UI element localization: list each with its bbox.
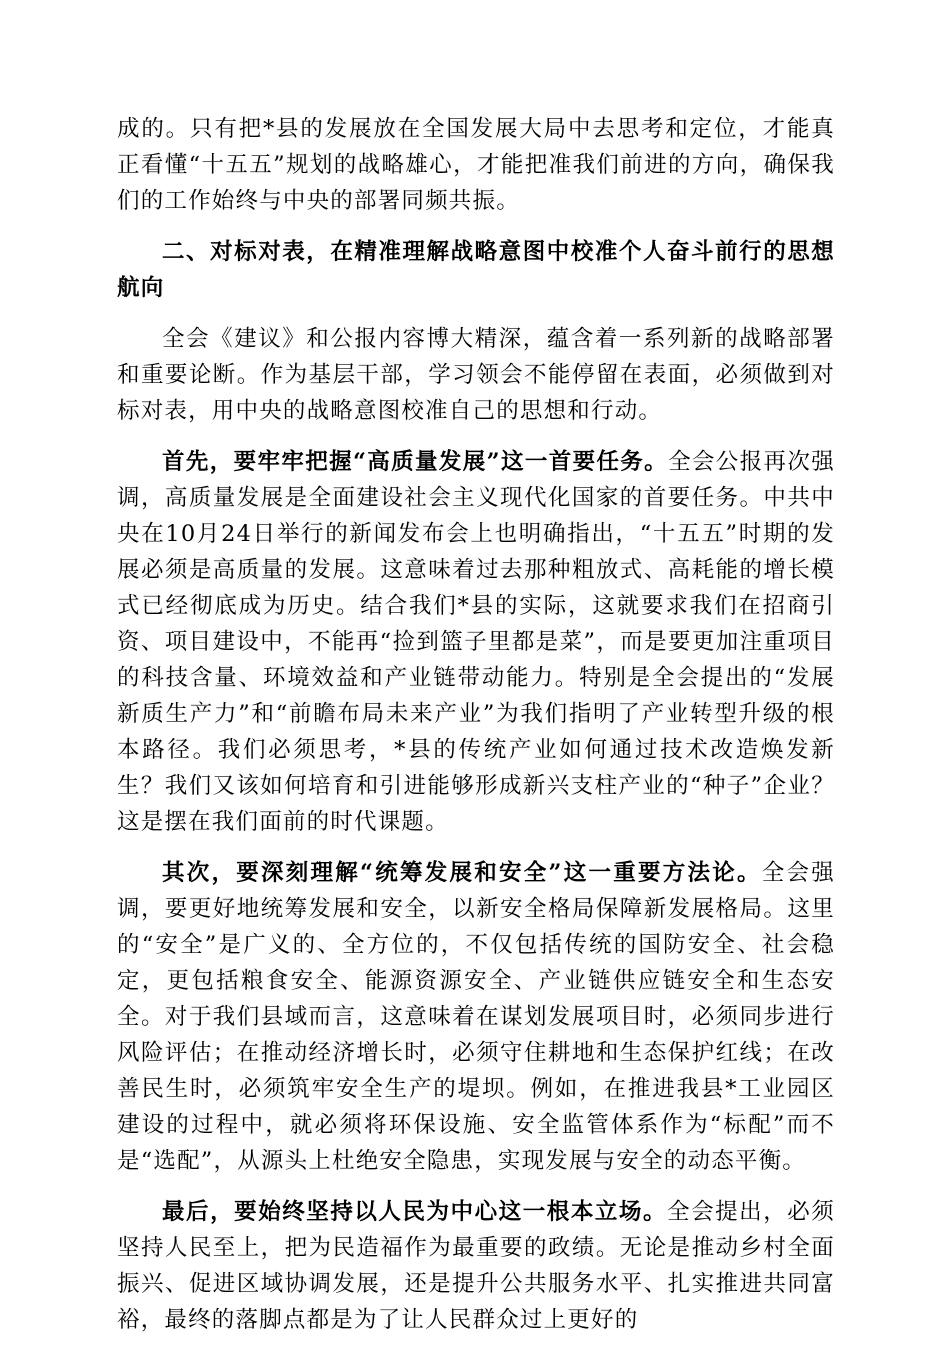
heading-text: 二、对标对表，在精准理解战略意图中校准个人奋斗前行的思想航向 (117, 239, 835, 301)
paragraph-text: 全会强调，要更好地统筹发展和安全，以新安全格局保障新发展格局。这里的“安全”是广义的、全方位的，不仅包括传统的国防安全、社会稳定，更包括粮食安全、能源资源安全、产业链供应链安全和生态安全。对于我们县域而言，这意味着在谋划发展项目时，必须同步进行风险评估；在推动经济增长时，必须守住耕地和生态保护红线；在改善民生时，必须筑牢安全生产的堤坝。例如，在推进我县*工业园区建设的过程中，就必须将环保设施、安全监管体系作为“标配”而不是“选配”，从源头上杜绝安全隐患，实现发展与安全的动态平衡。 (117, 860, 835, 1174)
paragraph-second-point (117, 855, 835, 1179)
paragraph-lead: 最后，要始终坚持以人民为中心这一根本立场。 (162, 1199, 668, 1225)
paragraph-text: 成的。只有把*县的发展放在全国发展大局中去思考和定位，才能真正看懂“十五五”规划的战略雄心，才能把准我们前进的方向，确保我们的工作始终与中央的部署同频共振。 (117, 116, 835, 214)
paragraph-text: 全会公报再次强调，高质量发展是全面建设社会主义现代化国家的首要任务。中共中央在10月24日举行的新闻发布会上也明确指出，“十五五”时期的发展必须是高质量的发展。这意味着过去那种粗放式、高耗能的增长模式已经彻底成为历史。结合我们*县的实际，这就要求我们在招商引资、项目建设中，不能再“捡到篮子里都是菜”，而是要更加注重项目的科技含量、环境效益和产业链带动能力。特别是全会提出的“发展新质生产力”和“前瞻布局未来产业”为我们指明了产业转型升级的根本路径。我们必须思考，*县的传统产业如何通过技术改造焕发新生？我们又该如何培育和引进能够形成新兴支柱产业的“种子”企业？这是摆在我们面前的时代课题。 (117, 449, 835, 835)
paragraph-continuation (117, 111, 835, 219)
paragraph-text: 全会《建议》和公报内容博大精深，蕴含着一系列新的战略部署和重要论断。作为基层干部，学习领会不能停留在表面，必须做到对标对表，用中央的战略意图校准自己的思想和行动。 (117, 326, 835, 424)
section-heading (117, 234, 835, 306)
paragraph-first-point (117, 444, 835, 840)
paragraph-lead: 首先，要牢牢把握“高质量发展”这一首要任务。 (162, 449, 669, 475)
paragraph-intro (117, 321, 835, 429)
paragraph-text: 全会提出，必须坚持人民至上，把为民造福作为最重要的政绩。无论是推动乡村全面振兴、促进区域协调发展，还是提升公共服务水平、扎实推进共同富裕，最终的落脚点都是为了让人民群众过上更好的 (117, 1199, 836, 1333)
paragraph-lead: 其次，要深刻理解“统筹发展和安全”这一重要方法论。 (162, 860, 762, 886)
paragraph-third-point (117, 1194, 835, 1338)
document-body (117, 111, 835, 1353)
